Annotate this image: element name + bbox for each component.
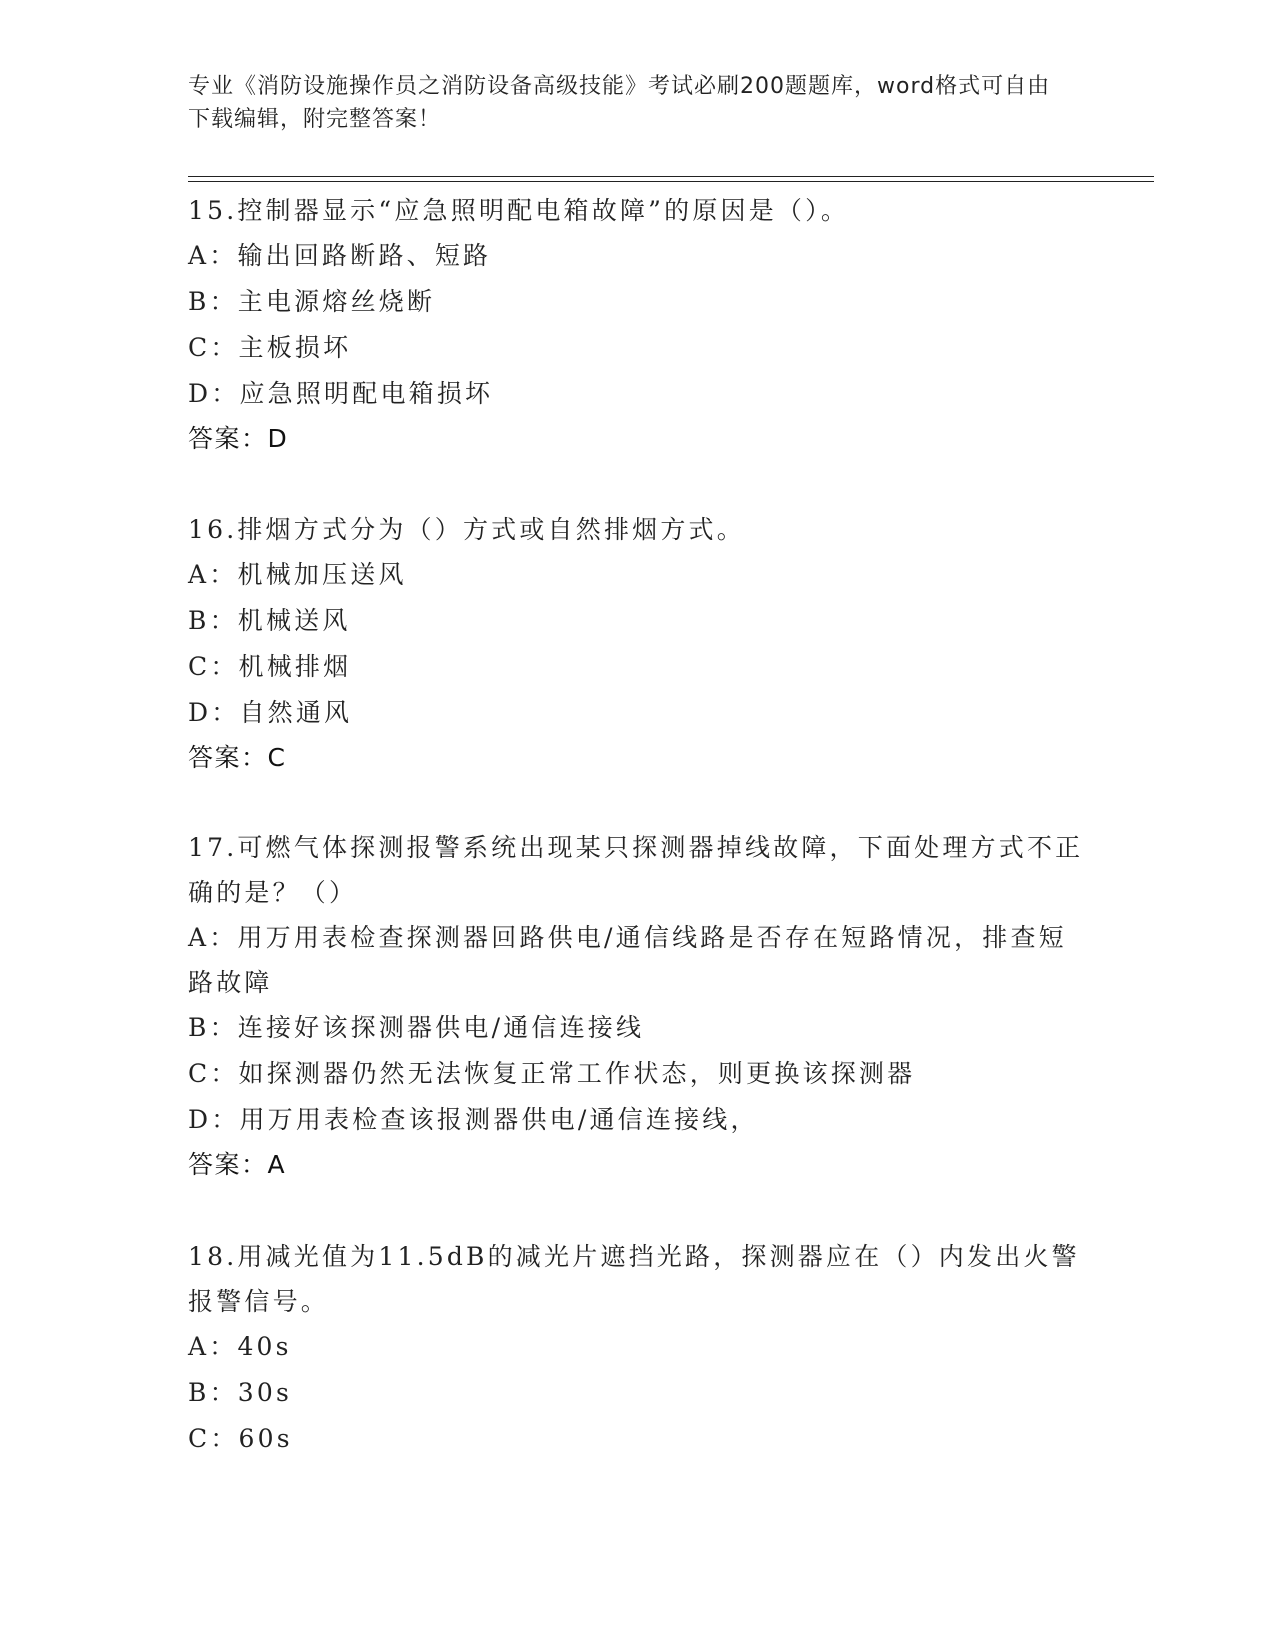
question-stem: 15.控制器显示“应急照明配电箱故障”的原因是（）。 [188, 196, 850, 225]
question-stem: 18.用减光值为11.5dB的减光片遮挡光路，探测器应在（）内发出火警报警信号。 [188, 1242, 1080, 1316]
header-divider-second [188, 181, 1154, 182]
option-b: B：连接好该探测器供电/通信连接线 [188, 1013, 645, 1042]
option-b: B：主电源熔丝烧断 [188, 287, 436, 316]
option-c: C：主板损坏 [188, 333, 352, 362]
option-a: A：用万用表检查探测器回路供电/通信线路是否存在短路情况，排查短路故障 [188, 923, 1067, 997]
option-a: A：机械加压送风 [188, 560, 407, 589]
question-17 [188, 825, 1088, 1187]
option-c: C：如探测器仍然无法恢复正常工作状态，则更换该探测器 [188, 1059, 916, 1088]
option-b: B：30s [188, 1378, 293, 1407]
question-stem: 16.排烟方式分为（）方式或自然排烟方式。 [188, 515, 745, 544]
option-c: C：机械排烟 [188, 652, 352, 681]
question-18 [188, 1234, 1088, 1462]
question-15 [188, 188, 1088, 461]
option-a: A：40s [188, 1332, 292, 1361]
option-d: D：自然通风 [188, 698, 353, 727]
answer-line: 答案：C [188, 743, 287, 772]
option-a: A：输出回路断路、短路 [188, 241, 492, 270]
answer-line: 答案：D [188, 424, 289, 453]
option-b: B：机械送风 [188, 606, 351, 635]
header-divider [188, 176, 1154, 177]
answer-line: 答案：A [188, 1150, 287, 1179]
option-d: D：应急照明配电箱损坏 [188, 379, 494, 408]
question-stem: 17.可燃气体探测报警系统出现某只探测器掉线故障，下面处理方式不正确的是？（） [188, 833, 1084, 907]
header-text: 专业《消防设施操作员之消防设备高级技能》考试必刷200题题库，word格式可自由下载编辑，附完整答案！ [188, 74, 1051, 132]
document-header [188, 70, 1068, 136]
option-c: C：60s [188, 1424, 293, 1453]
option-d: D：用万用表检查该报测器供电/通信连接线， [188, 1105, 759, 1134]
question-16 [188, 507, 1088, 780]
